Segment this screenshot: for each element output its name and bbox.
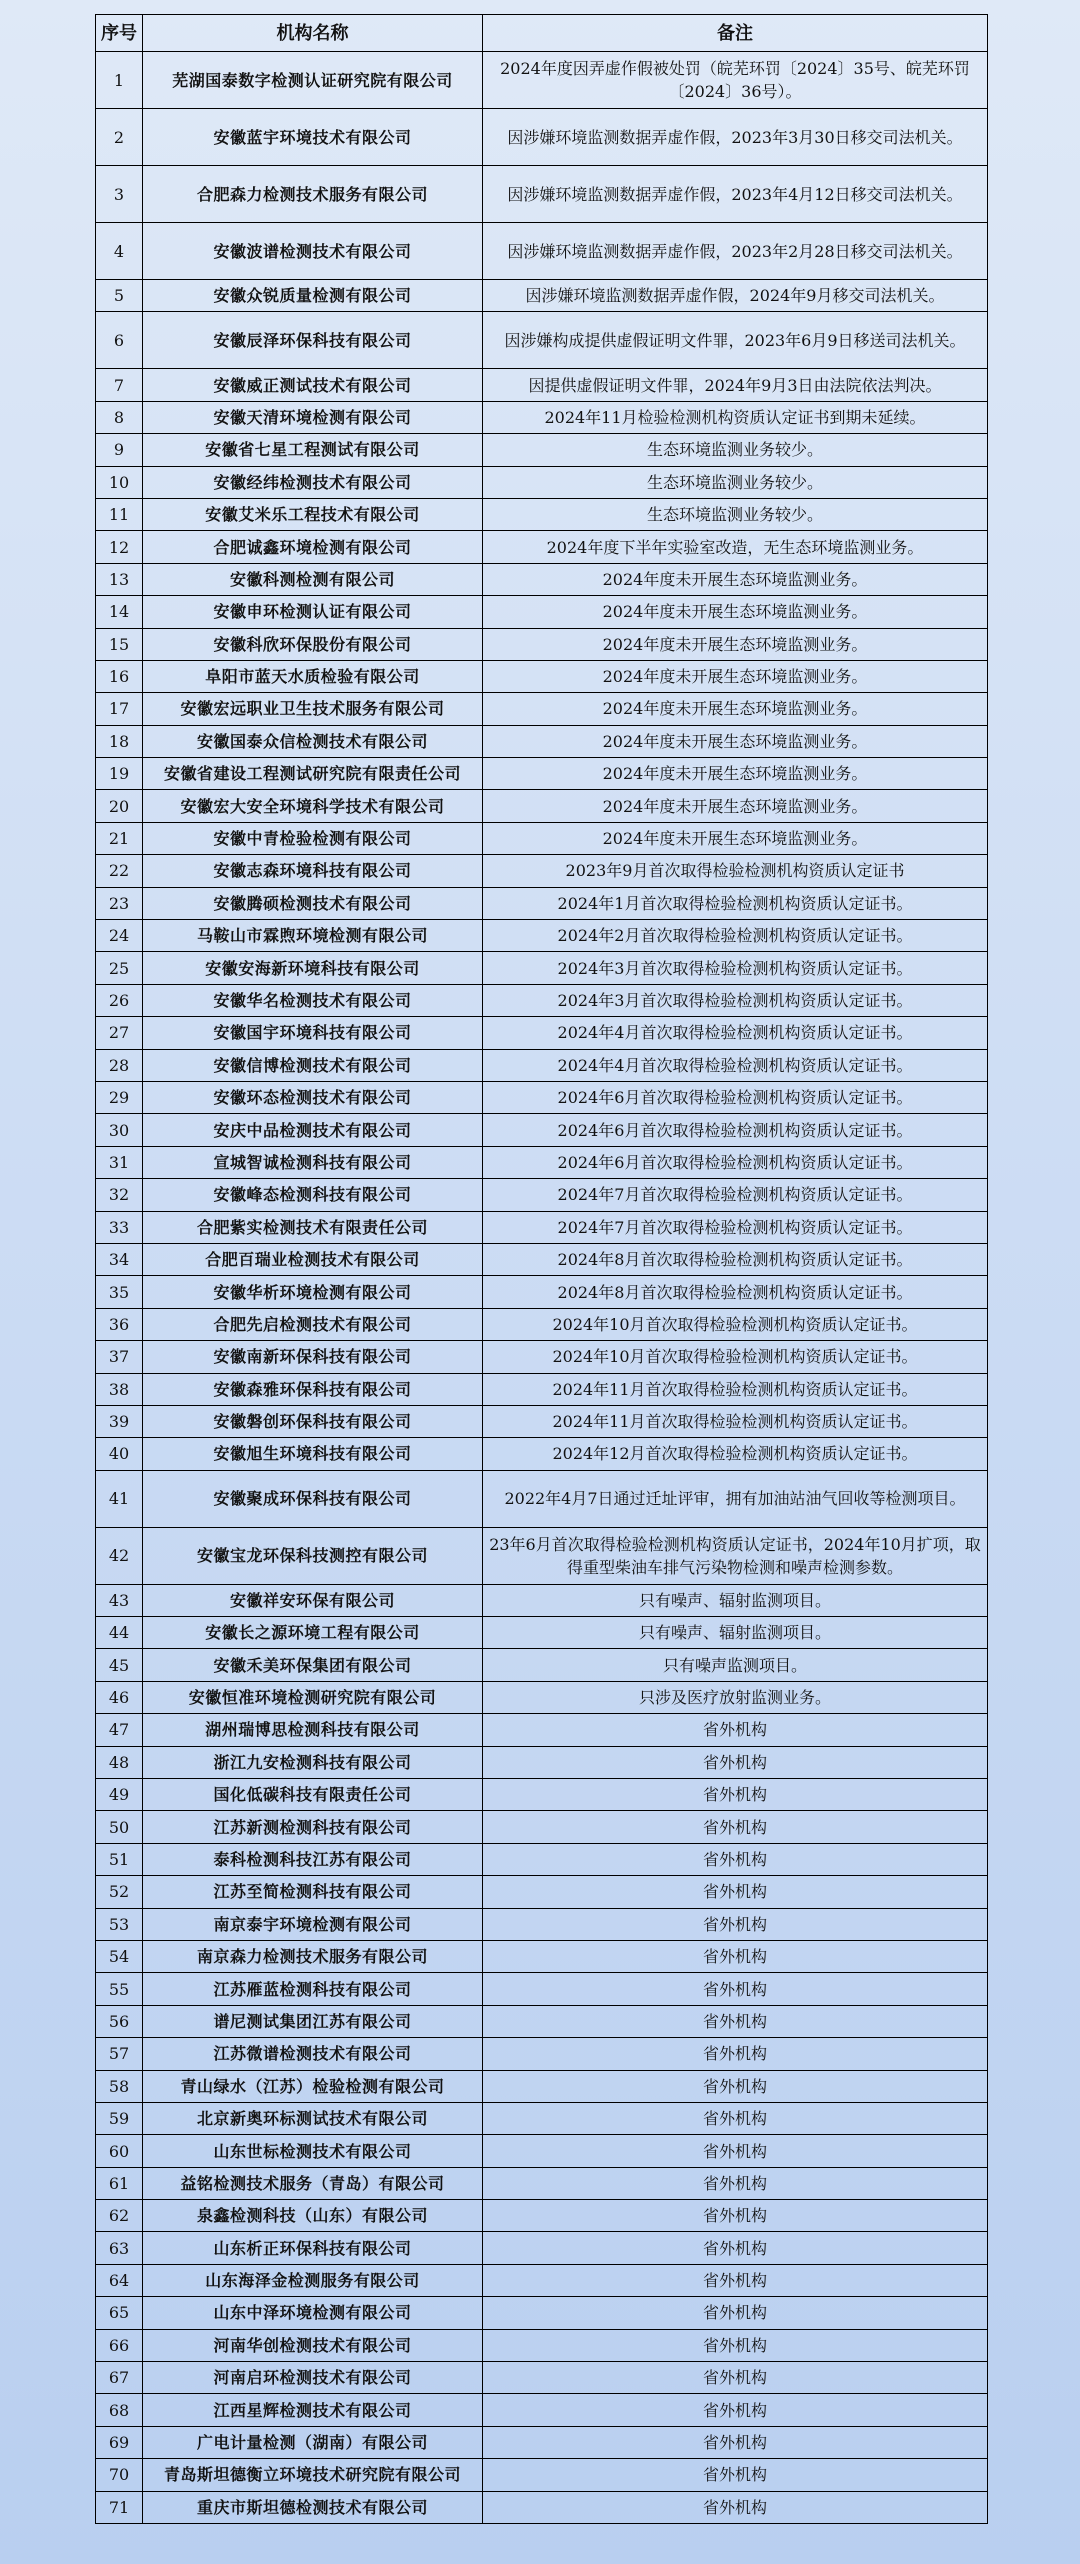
serial-number-cell: 13	[96, 563, 143, 595]
table-row	[96, 1081, 988, 1113]
table-row	[96, 2232, 988, 2264]
remarks-cell: 因提供虚假证明文件罪，2024年9月3日由法院依法判决。	[483, 369, 988, 401]
header-serial-number: 序号	[96, 15, 143, 52]
serial-number-cell: 64	[96, 2264, 143, 2296]
table-row	[96, 1527, 988, 1584]
institution-name-cell: 合肥诚鑫环境检测有限公司	[143, 531, 483, 563]
remarks-cell: 2024年度未开展生态环境监测业务。	[483, 628, 988, 660]
header-remarks: 备注	[483, 15, 988, 52]
institution-name-cell: 安徽禾美环保集团有限公司	[143, 1649, 483, 1681]
remarks-cell: 2024年11月检验检测机构资质认定证书到期未延续。	[483, 401, 988, 433]
institution-name-cell: 安徽众锐质量检测有限公司	[143, 280, 483, 312]
remarks-cell: 2024年8月首次取得检验检测机构资质认定证书。	[483, 1276, 988, 1308]
remarks-cell: 省外机构	[483, 1843, 988, 1875]
table-row	[96, 1373, 988, 1405]
institution-name-cell: 安徽省建设工程测试研究院有限责任公司	[143, 758, 483, 790]
institution-name-cell: 安徽志森环境科技有限公司	[143, 855, 483, 887]
remarks-cell: 2024年3月首次取得检验检测机构资质认定证书。	[483, 952, 988, 984]
remarks-cell: 省外机构	[483, 2329, 988, 2361]
serial-number-cell: 49	[96, 1779, 143, 1811]
institution-name-cell: 山东中泽环境检测有限公司	[143, 2297, 483, 2329]
table-row	[96, 1681, 988, 1713]
remarks-cell: 省外机构	[483, 1876, 988, 1908]
table-row	[96, 920, 988, 952]
institution-name-cell: 青山绿水（江苏）检验检测有限公司	[143, 2070, 483, 2102]
table-row	[96, 596, 988, 628]
institution-name-cell: 南京森力检测技术服务有限公司	[143, 1940, 483, 1972]
institution-name-cell: 江苏雁蓝检测科技有限公司	[143, 1973, 483, 2005]
serial-number-cell: 59	[96, 2102, 143, 2134]
table-row	[96, 790, 988, 822]
remarks-cell: 只有噪声监测项目。	[483, 1649, 988, 1681]
serial-number-cell: 8	[96, 401, 143, 433]
serial-number-cell: 14	[96, 596, 143, 628]
table-row	[96, 2102, 988, 2134]
remarks-cell: 省外机构	[483, 1908, 988, 1940]
remarks-cell: 因涉嫌环境监测数据弄虚作假，2023年2月28日移交司法机关。	[483, 223, 988, 280]
table-row	[96, 1341, 988, 1373]
serial-number-cell: 4	[96, 223, 143, 280]
serial-number-cell: 48	[96, 1746, 143, 1778]
remarks-cell: 只有噪声、辐射监测项目。	[483, 1617, 988, 1649]
table-row	[96, 628, 988, 660]
serial-number-cell: 53	[96, 1908, 143, 1940]
institution-name-cell: 广电计量检测（湖南）有限公司	[143, 2426, 483, 2458]
table-row	[96, 369, 988, 401]
table-row	[96, 466, 988, 498]
institution-name-cell: 安徽宏远职业卫生技术服务有限公司	[143, 693, 483, 725]
institution-name-cell: 安徽国宇环境科技有限公司	[143, 1017, 483, 1049]
serial-number-cell: 36	[96, 1308, 143, 1340]
serial-number-cell: 56	[96, 2005, 143, 2037]
serial-number-cell: 45	[96, 1649, 143, 1681]
remarks-cell: 2024年度下半年实验室改造，无生态环境监测业务。	[483, 531, 988, 563]
table-row	[96, 1470, 988, 1527]
serial-number-cell: 32	[96, 1179, 143, 1211]
serial-number-cell: 47	[96, 1714, 143, 1746]
table-row	[96, 223, 988, 280]
institution-name-cell: 安徽安海新环境科技有限公司	[143, 952, 483, 984]
serial-number-cell: 38	[96, 1373, 143, 1405]
table-body	[96, 52, 988, 2524]
serial-number-cell: 1	[96, 52, 143, 109]
table-row	[96, 498, 988, 530]
table-row	[96, 758, 988, 790]
table-row	[96, 1649, 988, 1681]
institution-name-cell: 安徽华名检测技术有限公司	[143, 984, 483, 1016]
remarks-cell: 因涉嫌环境监测数据弄虚作假，2024年9月移交司法机关。	[483, 280, 988, 312]
remarks-cell: 省外机构	[483, 1746, 988, 1778]
serial-number-cell: 67	[96, 2362, 143, 2394]
serial-number-cell: 2	[96, 109, 143, 166]
serial-number-cell: 10	[96, 466, 143, 498]
table-row	[96, 1049, 988, 1081]
remarks-cell: 2024年度未开展生态环境监测业务。	[483, 790, 988, 822]
table-row	[96, 2459, 988, 2491]
table-row	[96, 1714, 988, 1746]
remarks-cell: 生态环境监测业务较少。	[483, 466, 988, 498]
serial-number-cell: 37	[96, 1341, 143, 1373]
serial-number-cell: 5	[96, 280, 143, 312]
remarks-cell: 只涉及医疗放射监测业务。	[483, 1681, 988, 1713]
institution-name-cell: 河南华创检测技术有限公司	[143, 2329, 483, 2361]
institution-name-cell: 安徽峰态检测科技有限公司	[143, 1179, 483, 1211]
institution-name-cell: 安徽省七星工程测试有限公司	[143, 434, 483, 466]
institution-name-cell: 湖州瑞博思检测科技有限公司	[143, 1714, 483, 1746]
serial-number-cell: 22	[96, 855, 143, 887]
institution-name-cell: 安徽中青检验检测有限公司	[143, 822, 483, 854]
remarks-cell: 2024年6月首次取得检验检测机构资质认定证书。	[483, 1114, 988, 1146]
remarks-cell: 只有噪声、辐射监测项目。	[483, 1584, 988, 1616]
remarks-cell: 2024年度未开展生态环境监测业务。	[483, 660, 988, 692]
serial-number-cell: 57	[96, 2038, 143, 2070]
institution-name-cell: 芜湖国泰数字检测认证研究院有限公司	[143, 52, 483, 109]
institution-name-cell: 安庆中品检测技术有限公司	[143, 1114, 483, 1146]
institution-name-cell: 江苏至简检测科技有限公司	[143, 1876, 483, 1908]
table-row	[96, 1746, 988, 1778]
serial-number-cell: 39	[96, 1405, 143, 1437]
table-row	[96, 1243, 988, 1275]
remarks-cell: 生态环境监测业务较少。	[483, 434, 988, 466]
institution-name-cell: 安徽环态检测技术有限公司	[143, 1081, 483, 1113]
institution-name-cell: 北京新奥环标测试技术有限公司	[143, 2102, 483, 2134]
serial-number-cell: 42	[96, 1527, 143, 1584]
serial-number-cell: 46	[96, 1681, 143, 1713]
serial-number-cell: 27	[96, 1017, 143, 1049]
serial-number-cell: 7	[96, 369, 143, 401]
serial-number-cell: 69	[96, 2426, 143, 2458]
table-row	[96, 693, 988, 725]
serial-number-cell: 71	[96, 2491, 143, 2523]
remarks-cell: 省外机构	[483, 2200, 988, 2232]
table-row	[96, 2167, 988, 2199]
institution-name-cell: 青岛斯坦德衡立环境技术研究院有限公司	[143, 2459, 483, 2491]
remarks-cell: 省外机构	[483, 2491, 988, 2523]
table-row	[96, 2200, 988, 2232]
serial-number-cell: 68	[96, 2394, 143, 2426]
remarks-cell: 2024年7月首次取得检验检测机构资质认定证书。	[483, 1211, 988, 1243]
institution-name-cell: 安徽科测检测有限公司	[143, 563, 483, 595]
institution-name-cell: 江西星辉检测技术有限公司	[143, 2394, 483, 2426]
table-row	[96, 1179, 988, 1211]
remarks-cell: 2024年6月首次取得检验检测机构资质认定证书。	[483, 1081, 988, 1113]
serial-number-cell: 60	[96, 2135, 143, 2167]
institution-name-cell: 安徽辰泽环保科技有限公司	[143, 312, 483, 369]
institution-name-cell: 益铭检测技术服务（青岛）有限公司	[143, 2167, 483, 2199]
table-row	[96, 109, 988, 166]
table-row	[96, 1438, 988, 1470]
remarks-cell: 省外机构	[483, 2426, 988, 2458]
table-row	[96, 855, 988, 887]
remarks-cell: 2024年度未开展生态环境监测业务。	[483, 563, 988, 595]
serial-number-cell: 44	[96, 1617, 143, 1649]
table-row	[96, 2038, 988, 2070]
serial-number-cell: 33	[96, 1211, 143, 1243]
table-row	[96, 2005, 988, 2037]
institution-name-cell: 泉鑫检测科技（山东）有限公司	[143, 2200, 483, 2232]
institution-name-cell: 合肥百瑞业检测技术有限公司	[143, 1243, 483, 1275]
remarks-cell: 省外机构	[483, 2362, 988, 2394]
serial-number-cell: 19	[96, 758, 143, 790]
serial-number-cell: 15	[96, 628, 143, 660]
serial-number-cell: 66	[96, 2329, 143, 2361]
table-row	[96, 1940, 988, 1972]
institution-name-cell: 合肥紫实检测技术有限责任公司	[143, 1211, 483, 1243]
institution-name-cell: 浙江九安检测科技有限公司	[143, 1746, 483, 1778]
institution-name-cell: 安徽祥安环保有限公司	[143, 1584, 483, 1616]
institution-name-cell: 安徽威正测试技术有限公司	[143, 369, 483, 401]
institution-name-cell: 安徽恒准环境检测研究院有限公司	[143, 1681, 483, 1713]
remarks-cell: 省外机构	[483, 2232, 988, 2264]
serial-number-cell: 21	[96, 822, 143, 854]
table-row	[96, 1308, 988, 1340]
institution-name-cell: 安徽磐创环保科技有限公司	[143, 1405, 483, 1437]
table-row	[96, 2070, 988, 2102]
remarks-cell: 2024年1月首次取得检验检测机构资质认定证书。	[483, 887, 988, 919]
remarks-cell: 2023年9月首次取得检验检测机构资质认定证书	[483, 855, 988, 887]
table-row	[96, 822, 988, 854]
remarks-cell: 2024年10月首次取得检验检测机构资质认定证书。	[483, 1308, 988, 1340]
table-row	[96, 1276, 988, 1308]
remarks-cell: 省外机构	[483, 2070, 988, 2102]
institution-name-cell: 山东海泽金检测服务有限公司	[143, 2264, 483, 2296]
remarks-cell: 因涉嫌环境监测数据弄虚作假，2023年4月12日移交司法机关。	[483, 166, 988, 223]
table-row	[96, 2394, 988, 2426]
table-row	[96, 2264, 988, 2296]
remarks-cell: 23年6月首次取得检验检测机构资质认定证书，2024年10月扩项，取得重型柴油车排气污染物检测和噪声检测参数。	[483, 1527, 988, 1584]
remarks-cell: 省外机构	[483, 1779, 988, 1811]
serial-number-cell: 50	[96, 1811, 143, 1843]
institution-name-cell: 阜阳市蓝天水质检验有限公司	[143, 660, 483, 692]
remarks-cell: 因涉嫌环境监测数据弄虚作假，2023年3月30日移交司法机关。	[483, 109, 988, 166]
table-row	[96, 52, 988, 109]
remarks-cell: 2024年度未开展生态环境监测业务。	[483, 758, 988, 790]
institution-name-cell: 泰科检测科技江苏有限公司	[143, 1843, 483, 1875]
table-row	[96, 1843, 988, 1875]
serial-number-cell: 25	[96, 952, 143, 984]
institution-name-cell: 宣城智诚检测科技有限公司	[143, 1146, 483, 1178]
serial-number-cell: 34	[96, 1243, 143, 1275]
remarks-cell: 省外机构	[483, 2264, 988, 2296]
remarks-cell: 省外机构	[483, 2459, 988, 2491]
table-row	[96, 1973, 988, 2005]
serial-number-cell: 55	[96, 1973, 143, 2005]
table-header-row	[96, 15, 988, 52]
serial-number-cell: 61	[96, 2167, 143, 2199]
table-row	[96, 434, 988, 466]
institution-name-cell: 安徽宏大安全环境科学技术有限公司	[143, 790, 483, 822]
serial-number-cell: 24	[96, 920, 143, 952]
remarks-cell: 2024年度未开展生态环境监测业务。	[483, 693, 988, 725]
institution-name-cell: 马鞍山市霖煦环境检测有限公司	[143, 920, 483, 952]
institution-table	[95, 14, 988, 2524]
serial-number-cell: 63	[96, 2232, 143, 2264]
table-row	[96, 2297, 988, 2329]
remarks-cell: 2024年10月首次取得检验检测机构资质认定证书。	[483, 1341, 988, 1373]
table-row	[96, 563, 988, 595]
serial-number-cell: 58	[96, 2070, 143, 2102]
institution-name-cell: 谱尼测试集团江苏有限公司	[143, 2005, 483, 2037]
serial-number-cell: 17	[96, 693, 143, 725]
table-row	[96, 725, 988, 757]
remarks-cell: 省外机构	[483, 2394, 988, 2426]
remarks-cell: 2024年度因弄虚作假被处罚（皖芜环罚〔2024〕35号、皖芜环罚〔2024〕36号）。	[483, 52, 988, 109]
table-row	[96, 887, 988, 919]
institution-name-cell: 安徽波谱检测技术有限公司	[143, 223, 483, 280]
institution-name-cell: 安徽艾米乐工程技术有限公司	[143, 498, 483, 530]
table-row	[96, 984, 988, 1016]
serial-number-cell: 54	[96, 1940, 143, 1972]
serial-number-cell: 28	[96, 1049, 143, 1081]
remarks-cell: 省外机构	[483, 2005, 988, 2037]
remarks-cell: 省外机构	[483, 2167, 988, 2199]
serial-number-cell: 52	[96, 1876, 143, 1908]
institution-name-cell: 安徽经纬检测技术有限公司	[143, 466, 483, 498]
serial-number-cell: 30	[96, 1114, 143, 1146]
remarks-cell: 2024年4月首次取得检验检测机构资质认定证书。	[483, 1017, 988, 1049]
table-row	[96, 1114, 988, 1146]
serial-number-cell: 11	[96, 498, 143, 530]
table-row	[96, 1211, 988, 1243]
serial-number-cell: 3	[96, 166, 143, 223]
remarks-cell: 省外机构	[483, 1714, 988, 1746]
institution-name-cell: 安徽信博检测技术有限公司	[143, 1049, 483, 1081]
table-row	[96, 531, 988, 563]
remarks-cell: 省外机构	[483, 1940, 988, 1972]
serial-number-cell: 40	[96, 1438, 143, 1470]
table-row	[96, 280, 988, 312]
table-row	[96, 660, 988, 692]
serial-number-cell: 43	[96, 1584, 143, 1616]
table-row	[96, 1405, 988, 1437]
serial-number-cell: 26	[96, 984, 143, 1016]
remarks-cell: 2024年4月首次取得检验检测机构资质认定证书。	[483, 1049, 988, 1081]
remarks-cell: 省外机构	[483, 1973, 988, 2005]
remarks-cell: 省外机构	[483, 2038, 988, 2070]
serial-number-cell: 12	[96, 531, 143, 563]
serial-number-cell: 31	[96, 1146, 143, 1178]
institution-name-cell: 合肥森力检测技术服务有限公司	[143, 166, 483, 223]
table-row	[96, 1617, 988, 1649]
remarks-cell: 2024年2月首次取得检验检测机构资质认定证书。	[483, 920, 988, 952]
table-row	[96, 166, 988, 223]
table-row	[96, 1017, 988, 1049]
table-row	[96, 1779, 988, 1811]
table-row	[96, 2362, 988, 2394]
institution-name-cell: 安徽华析环境检测有限公司	[143, 1276, 483, 1308]
table-row	[96, 2329, 988, 2361]
serial-number-cell: 6	[96, 312, 143, 369]
table-row	[96, 1811, 988, 1843]
serial-number-cell: 16	[96, 660, 143, 692]
header-institution-name: 机构名称	[143, 15, 483, 52]
remarks-cell: 2024年11月首次取得检验检测机构资质认定证书。	[483, 1373, 988, 1405]
institution-name-cell: 安徽蓝宇环境技术有限公司	[143, 109, 483, 166]
institution-name-cell: 安徽天清环境检测有限公司	[143, 401, 483, 433]
serial-number-cell: 9	[96, 434, 143, 466]
institution-name-cell: 江苏新测检测科技有限公司	[143, 1811, 483, 1843]
remarks-cell: 2024年7月首次取得检验检测机构资质认定证书。	[483, 1179, 988, 1211]
remarks-cell: 生态环境监测业务较少。	[483, 498, 988, 530]
institution-name-cell: 安徽科欣环保股份有限公司	[143, 628, 483, 660]
institution-name-cell: 安徽长之源环境工程有限公司	[143, 1617, 483, 1649]
institution-name-cell: 山东析正环保科技有限公司	[143, 2232, 483, 2264]
table-row	[96, 2426, 988, 2458]
serial-number-cell: 35	[96, 1276, 143, 1308]
remarks-cell: 省外机构	[483, 1811, 988, 1843]
table-row	[96, 1584, 988, 1616]
remarks-cell: 省外机构	[483, 2135, 988, 2167]
remarks-cell: 省外机构	[483, 2297, 988, 2329]
institution-name-cell: 安徽腾硕检测技术有限公司	[143, 887, 483, 919]
table-row	[96, 401, 988, 433]
institution-name-cell: 安徽旭生环境科技有限公司	[143, 1438, 483, 1470]
remarks-cell: 2024年6月首次取得检验检测机构资质认定证书。	[483, 1146, 988, 1178]
remarks-cell: 2024年度未开展生态环境监测业务。	[483, 822, 988, 854]
serial-number-cell: 18	[96, 725, 143, 757]
serial-number-cell: 65	[96, 2297, 143, 2329]
remarks-cell: 2024年度未开展生态环境监测业务。	[483, 725, 988, 757]
institution-name-cell: 安徽宝龙环保科技测控有限公司	[143, 1527, 483, 1584]
table-row	[96, 952, 988, 984]
remarks-cell: 2024年12月首次取得检验检测机构资质认定证书。	[483, 1438, 988, 1470]
serial-number-cell: 51	[96, 1843, 143, 1875]
serial-number-cell: 70	[96, 2459, 143, 2491]
serial-number-cell: 23	[96, 887, 143, 919]
serial-number-cell: 62	[96, 2200, 143, 2232]
institution-name-cell: 重庆市斯坦德检测技术有限公司	[143, 2491, 483, 2523]
institution-name-cell: 合肥先启检测技术有限公司	[143, 1308, 483, 1340]
institution-name-cell: 安徽南新环保科技有限公司	[143, 1341, 483, 1373]
table-row	[96, 1146, 988, 1178]
remarks-cell: 2024年8月首次取得检验检测机构资质认定证书。	[483, 1243, 988, 1275]
institution-name-cell: 江苏微谱检测技术有限公司	[143, 2038, 483, 2070]
institution-name-cell: 安徽聚成环保科技有限公司	[143, 1470, 483, 1527]
table-row	[96, 312, 988, 369]
table-row	[96, 1908, 988, 1940]
table-row	[96, 1876, 988, 1908]
document-page	[95, 14, 987, 2524]
institution-name-cell: 南京泰宇环境检测有限公司	[143, 1908, 483, 1940]
serial-number-cell: 29	[96, 1081, 143, 1113]
institution-name-cell: 河南启环检测技术有限公司	[143, 2362, 483, 2394]
table-row	[96, 2135, 988, 2167]
remarks-cell: 2024年11月首次取得检验检测机构资质认定证书。	[483, 1405, 988, 1437]
institution-name-cell: 安徽国泰众信检测技术有限公司	[143, 725, 483, 757]
remarks-cell: 省外机构	[483, 2102, 988, 2134]
remarks-cell: 因涉嫌构成提供虚假证明文件罪，2023年6月9日移送司法机关。	[483, 312, 988, 369]
table-row	[96, 2491, 988, 2523]
serial-number-cell: 20	[96, 790, 143, 822]
remarks-cell: 2022年4月7日通过迁址评审，拥有加油站油气回收等检测项目。	[483, 1470, 988, 1527]
institution-name-cell: 国化低碳科技有限责任公司	[143, 1779, 483, 1811]
institution-name-cell: 山东世标检测技术有限公司	[143, 2135, 483, 2167]
institution-name-cell: 安徽森雅环保科技有限公司	[143, 1373, 483, 1405]
remarks-cell: 2024年3月首次取得检验检测机构资质认定证书。	[483, 984, 988, 1016]
remarks-cell: 2024年度未开展生态环境监测业务。	[483, 596, 988, 628]
institution-name-cell: 安徽申环检测认证有限公司	[143, 596, 483, 628]
serial-number-cell: 41	[96, 1470, 143, 1527]
